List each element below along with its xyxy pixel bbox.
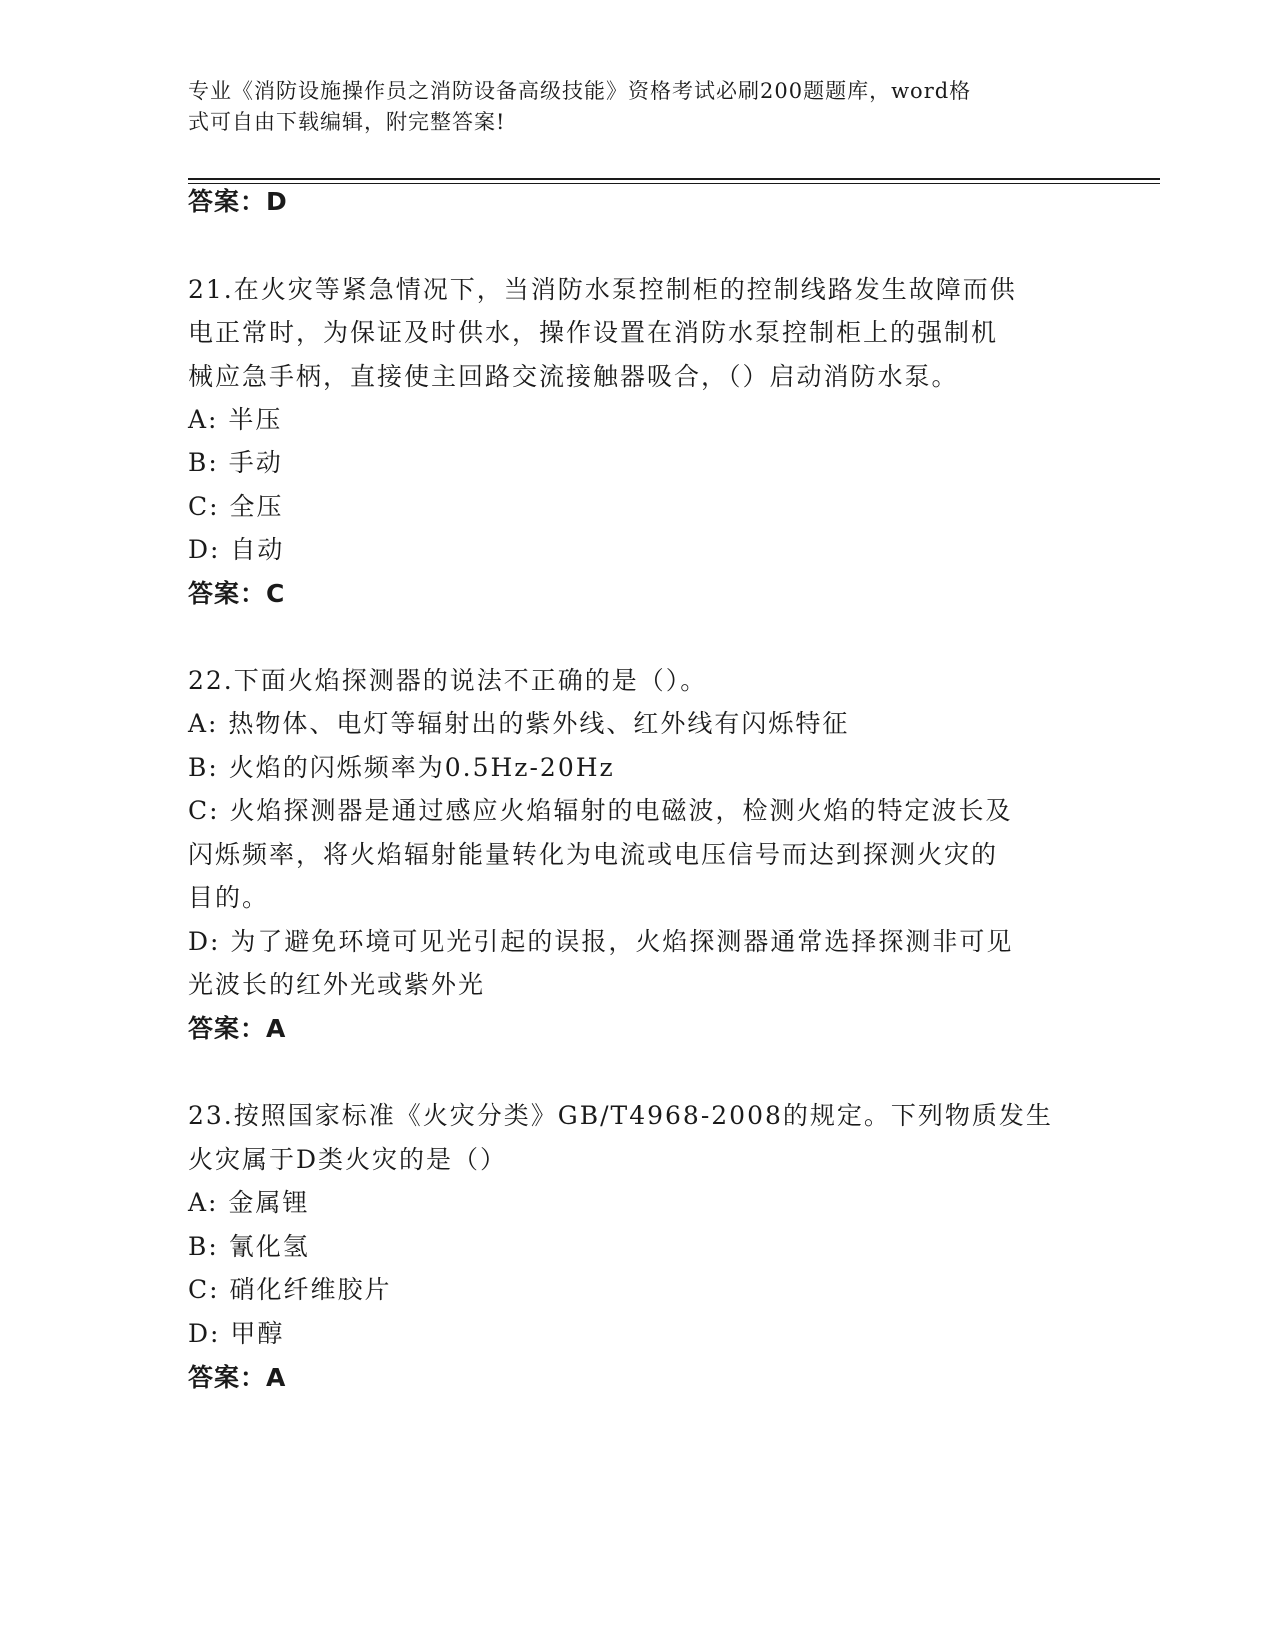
q22-option-d-line-1: D: 为了避免环境可见光引起的误报，火焰探测器通常选择探测非可见 bbox=[188, 927, 1014, 956]
q21-stem-line-2: 电正常时，为保证及时供水，操作设置在消防水泵控制柜上的强制机 bbox=[188, 318, 999, 347]
q23-answer: 答案：A bbox=[188, 1363, 287, 1392]
q21-option-b: B: 手动 bbox=[188, 448, 283, 477]
q21-option-a: A: 半压 bbox=[188, 405, 283, 434]
q23-stem-line-2: 火灾属于D类火灾的是（） bbox=[188, 1145, 508, 1174]
q22-option-a: A: 热物体、电灯等辐射出的紫外线、红外线有闪烁特征 bbox=[188, 709, 850, 738]
q22-option-b: B: 火焰的闪烁频率为0.5Hz-20Hz bbox=[188, 753, 615, 782]
q23-option-d: D: 甲醇 bbox=[188, 1319, 285, 1348]
q23-stem-line-1: 23.按照国家标准《火灾分类》GB/T4968-2008的规定。下列物质发生 bbox=[188, 1101, 1053, 1130]
header-line-2: 式可自由下载编辑，附完整答案! bbox=[188, 110, 506, 134]
q23-option-b: B: 氰化氢 bbox=[188, 1232, 310, 1261]
header-line-1: 专业《消防设施操作员之消防设备高级技能》资格考试必刷200题题库，word格 bbox=[188, 79, 972, 103]
q21-answer: 答案：C bbox=[188, 579, 286, 608]
header-divider-thin bbox=[188, 183, 1160, 184]
q21-option-c: C: 全压 bbox=[188, 492, 284, 521]
q22-option-c-line-2: 闪烁频率，将火焰辐射能量转化为电流或电压信号而达到探测火灾的 bbox=[188, 840, 999, 869]
q23-option-a: A: 金属锂 bbox=[188, 1188, 310, 1217]
q21-stem-line-3: 械应急手柄，直接使主回路交流接触器吸合，（）启动消防水泵。 bbox=[188, 362, 959, 391]
document-header bbox=[188, 76, 1068, 138]
q22-option-c-line-1: C: 火焰探测器是通过感应火焰辐射的电磁波，检测火焰的特定波长及 bbox=[188, 796, 1013, 825]
q22-answer: 答案：A bbox=[188, 1014, 287, 1043]
q22-option-d-line-2: 光波长的红外光或紫外光 bbox=[188, 970, 486, 999]
q22-option-c-line-3: 目的。 bbox=[188, 883, 270, 912]
q23-option-c: C: 硝化纤维胶片 bbox=[188, 1275, 392, 1304]
q21-stem-line-1: 21.在火灾等紧急情况下，当消防水泵控制柜的控制线路发生故障而供 bbox=[188, 275, 1017, 304]
previous-answer: 答案：D bbox=[188, 187, 288, 216]
q22-stem-line-1: 22.下面火焰探测器的说法不正确的是（）。 bbox=[188, 666, 708, 695]
q21-option-d: D: 自动 bbox=[188, 535, 285, 564]
header-divider-thick bbox=[188, 178, 1160, 180]
